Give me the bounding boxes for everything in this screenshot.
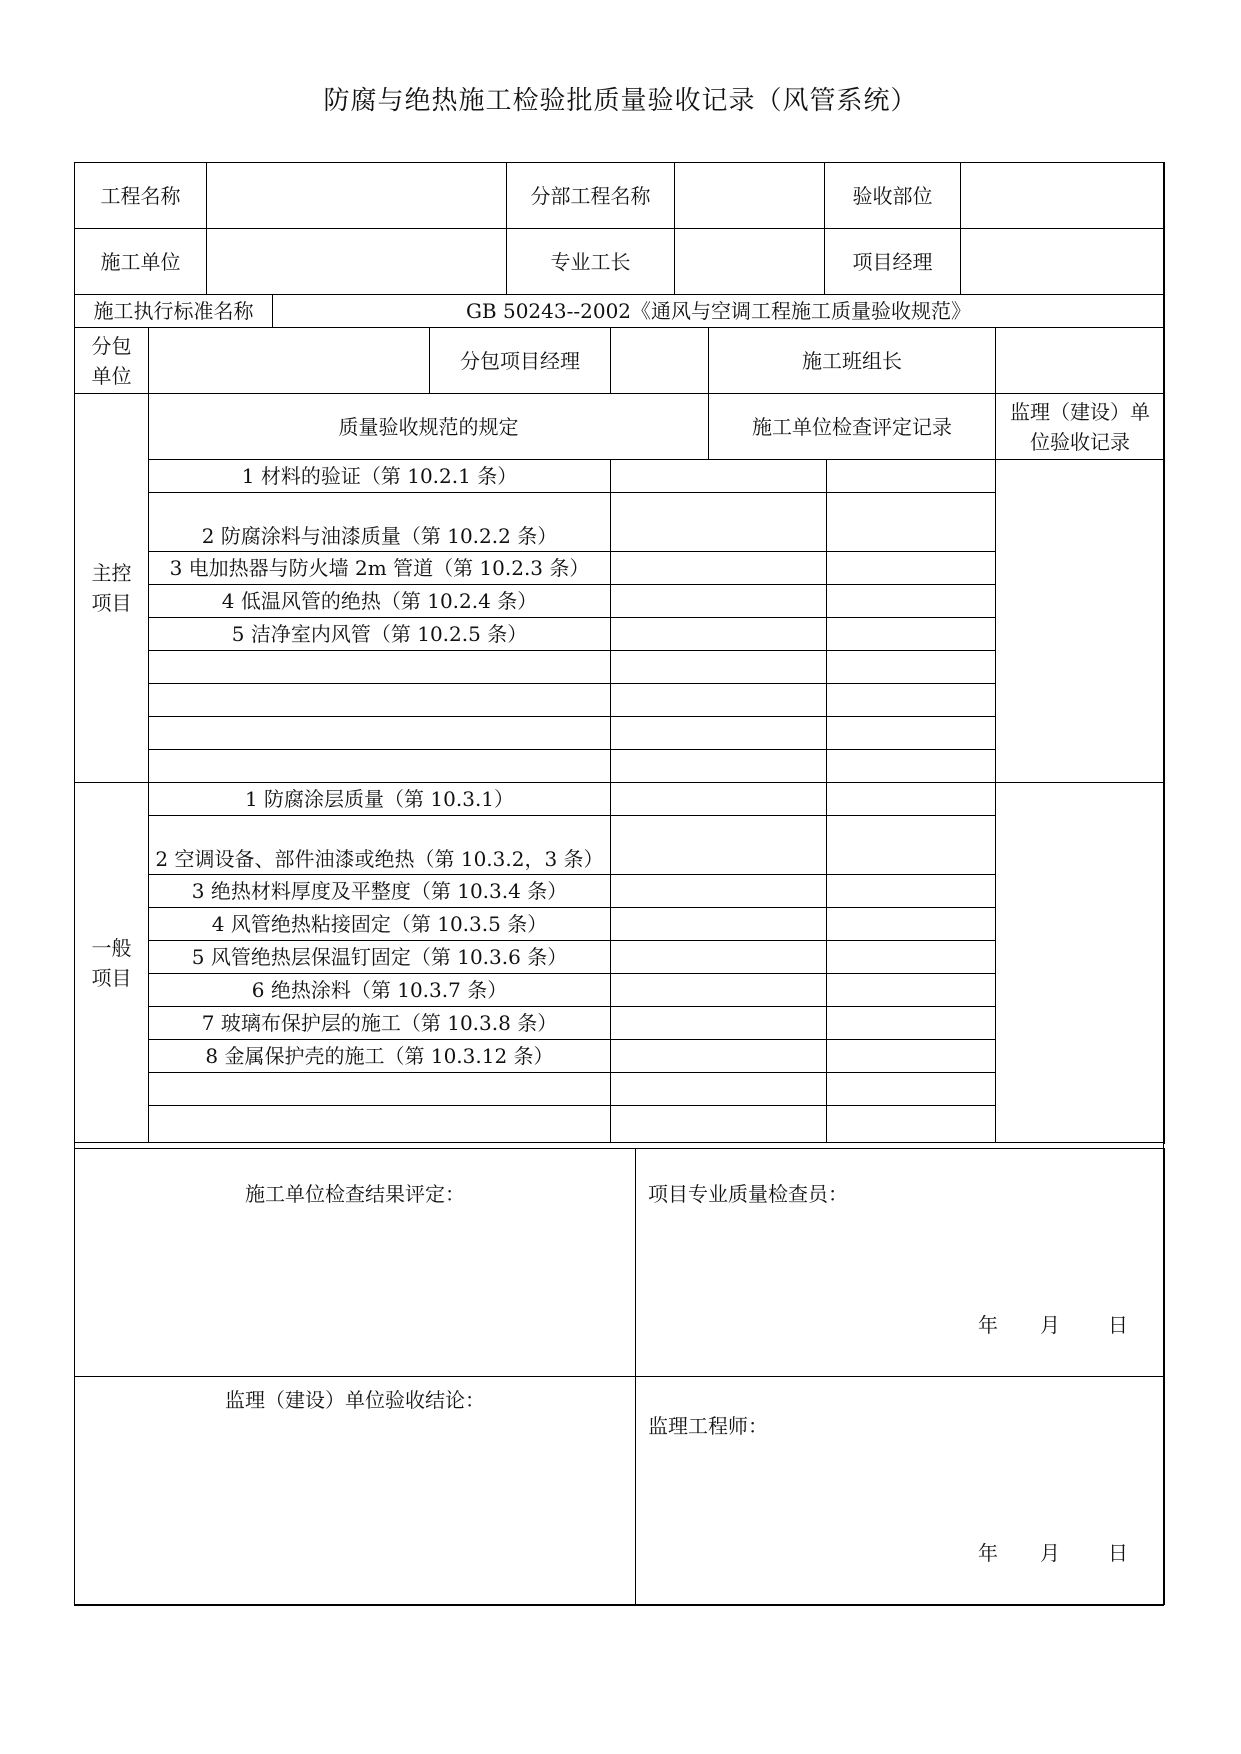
main-item-1-record[interactable] xyxy=(827,460,996,493)
general-empty-check[interactable] xyxy=(611,1106,827,1143)
main-item-2-record[interactable] xyxy=(827,493,996,552)
main-control-label: 主控项目 xyxy=(75,394,149,783)
main-item-4-record[interactable] xyxy=(827,585,996,618)
main-item-3: 3 电加热器与防火墙 2m 管道（第 10.2.3 条） xyxy=(149,552,611,585)
general-item-2-record[interactable] xyxy=(827,816,996,875)
general-item-6: 6 绝热涂料（第 10.3.7 条） xyxy=(149,974,611,1007)
page-title: 防腐与绝热施工检验批质量验收记录（风管系统） xyxy=(323,86,918,116)
general-item-7-record[interactable] xyxy=(827,1007,996,1040)
year-label: 年 xyxy=(978,1541,998,1565)
standard-table xyxy=(74,294,1165,328)
general-empty-row[interactable] xyxy=(149,1106,611,1143)
day-label: 日 xyxy=(1108,1313,1128,1337)
general-item-8-record[interactable] xyxy=(827,1040,996,1073)
foreman-label: 专业工长 xyxy=(507,229,675,295)
main-item-1: 1 材料的验证（第 10.2.1 条） xyxy=(149,460,611,493)
general-label: 一般项目 xyxy=(75,783,149,1143)
main-empty-check[interactable] xyxy=(611,684,827,717)
subcontract-pm-field[interactable] xyxy=(611,328,709,394)
project-manager-field[interactable] xyxy=(961,229,1165,295)
unit-result-cell[interactable] xyxy=(75,1149,636,1377)
main-item-1-check[interactable] xyxy=(611,460,827,493)
main-empty-record[interactable] xyxy=(827,717,996,750)
main-item-5: 5 洁净室内风管（第 10.2.5 条） xyxy=(149,618,611,651)
general-supervision-record[interactable] xyxy=(996,783,1165,1143)
construction-unit-field[interactable] xyxy=(207,229,507,295)
general-empty-row[interactable] xyxy=(149,1073,611,1106)
supervisor-cell[interactable] xyxy=(636,1377,1165,1605)
general-item-5-check[interactable] xyxy=(611,941,827,974)
supervision-column-header: 监理（建设）单位验收记录 xyxy=(996,394,1165,460)
main-item-4-check[interactable] xyxy=(611,585,827,618)
general-empty-check[interactable] xyxy=(611,1073,827,1106)
general-item-8: 8 金属保护壳的施工（第 10.3.12 条） xyxy=(149,1040,611,1073)
general-item-1-record[interactable] xyxy=(827,783,996,816)
subcontract-unit-label: 分包单位 xyxy=(75,328,149,394)
inspector-date xyxy=(978,1310,1128,1340)
team-leader-field[interactable] xyxy=(996,328,1165,394)
sub-project-label: 分部工程名称 xyxy=(507,163,675,229)
footer-table xyxy=(74,1148,1165,1605)
general-item-7-check[interactable] xyxy=(611,1007,827,1040)
general-item-3-check[interactable] xyxy=(611,875,827,908)
general-item-6-record[interactable] xyxy=(827,974,996,1007)
main-empty-record[interactable] xyxy=(827,651,996,684)
main-empty-check[interactable] xyxy=(611,750,827,783)
main-supervision-record[interactable] xyxy=(996,460,1165,783)
project-manager-label: 项目经理 xyxy=(825,229,961,295)
main-empty-row[interactable] xyxy=(149,717,611,750)
main-empty-check[interactable] xyxy=(611,651,827,684)
month-label: 月 xyxy=(1040,1541,1060,1565)
general-item-2-check[interactable] xyxy=(611,816,827,875)
general-item-4: 4 风管绝热粘接固定（第 10.3.5 条） xyxy=(149,908,611,941)
unit-result-label: 施工单位检查结果评定： xyxy=(245,1182,465,1206)
main-empty-row[interactable] xyxy=(149,651,611,684)
main-empty-record[interactable] xyxy=(827,750,996,783)
main-empty-record[interactable] xyxy=(827,684,996,717)
project-name-field[interactable] xyxy=(207,163,507,229)
general-item-7: 7 玻璃布保护层的施工（第 10.3.8 条） xyxy=(149,1007,611,1040)
body-table xyxy=(74,327,1165,1143)
main-item-3-check[interactable] xyxy=(611,552,827,585)
general-item-4-record[interactable] xyxy=(827,908,996,941)
header-table xyxy=(74,162,1165,295)
year-label: 年 xyxy=(978,1313,998,1337)
general-item-6-check[interactable] xyxy=(611,974,827,1007)
main-empty-check[interactable] xyxy=(611,717,827,750)
main-item-2-check[interactable] xyxy=(611,493,827,552)
general-item-5: 5 风管绝热层保温钉固定（第 10.3.6 条） xyxy=(149,941,611,974)
standard-value: GB 50243--2002《通风与空调工程施工质量验收规范》 xyxy=(273,295,1165,328)
acceptance-part-label: 验收部位 xyxy=(825,163,961,229)
unit-check-column-header: 施工单位检查评定记录 xyxy=(709,394,996,460)
general-item-3: 3 绝热材料厚度及平整度（第 10.3.4 条） xyxy=(149,875,611,908)
supervisor-date xyxy=(978,1538,1128,1568)
general-item-1-check[interactable] xyxy=(611,783,827,816)
general-item-1: 1 防腐涂层质量（第 10.3.1） xyxy=(149,783,611,816)
general-empty-record[interactable] xyxy=(827,1073,996,1106)
inspector-cell[interactable] xyxy=(636,1149,1165,1377)
supervisor-label: 监理工程师： xyxy=(648,1414,768,1438)
standard-label: 施工执行标准名称 xyxy=(75,295,273,328)
main-item-5-record[interactable] xyxy=(827,618,996,651)
foreman-field[interactable] xyxy=(675,229,825,295)
general-item-8-check[interactable] xyxy=(611,1040,827,1073)
general-item-5-record[interactable] xyxy=(827,941,996,974)
subcontract-unit-field[interactable] xyxy=(149,328,430,394)
day-label: 日 xyxy=(1108,1541,1128,1565)
main-item-5-check[interactable] xyxy=(611,618,827,651)
general-item-3-record[interactable] xyxy=(827,875,996,908)
construction-unit-label: 施工单位 xyxy=(75,229,207,295)
project-name-label: 工程名称 xyxy=(75,163,207,229)
main-item-2: 2 防腐涂料与油漆质量（第 10.2.2 条） xyxy=(149,493,611,552)
sub-project-field[interactable] xyxy=(675,163,825,229)
supervision-conclusion-cell[interactable] xyxy=(75,1377,636,1605)
general-empty-record[interactable] xyxy=(827,1106,996,1143)
month-label: 月 xyxy=(1040,1313,1060,1337)
team-leader-label: 施工班组长 xyxy=(709,328,996,394)
supervision-conclusion-label: 监理（建设）单位验收结论： xyxy=(225,1388,485,1412)
acceptance-part-field[interactable] xyxy=(961,163,1165,229)
general-item-4-check[interactable] xyxy=(611,908,827,941)
inspector-label: 项目专业质量检查员： xyxy=(648,1182,848,1206)
subcontract-pm-label: 分包项目经理 xyxy=(430,328,611,394)
general-item-2: 2 空调设备、部件油漆或绝热（第 10.3.2，3 条） xyxy=(149,816,611,875)
spec-column-header: 质量验收规范的规定 xyxy=(149,394,709,460)
main-empty-row[interactable] xyxy=(149,750,611,783)
main-item-4: 4 低温风管的绝热（第 10.2.4 条） xyxy=(149,585,611,618)
main-item-3-record[interactable] xyxy=(827,552,996,585)
main-empty-row[interactable] xyxy=(149,684,611,717)
